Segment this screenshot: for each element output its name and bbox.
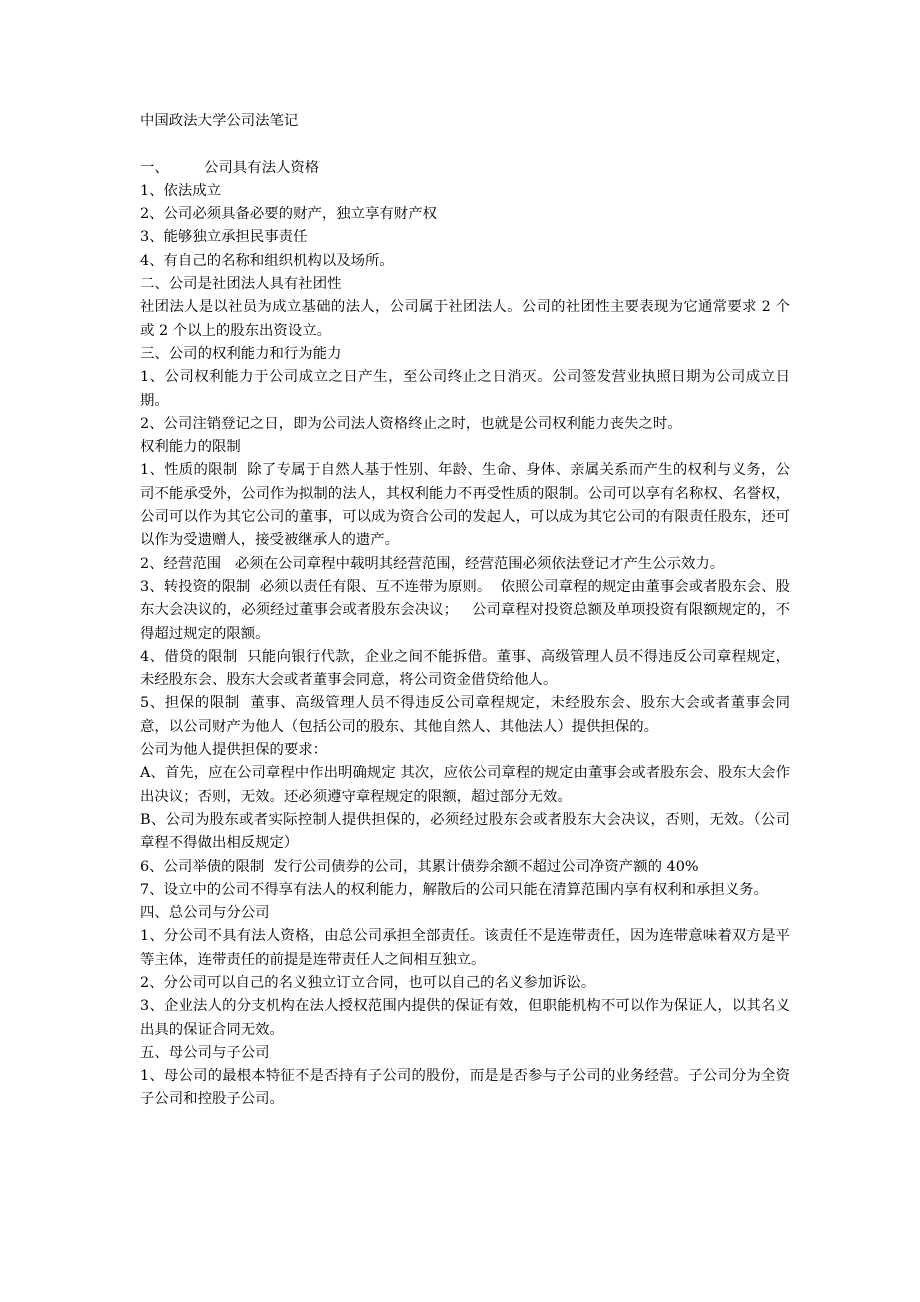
section-3-paragraph: 1、公司权利能力于公司成立之日产生，至公司终止之日消灭。公司签发营业执照日期为公司成立日期。 — [140, 369, 790, 409]
limit-paragraph: 3、转投资的限制 必须以责任有限、互不连带为原则。 依照公司章程的规定由董事会或者股东会、股东大会决议的，必须经过董事会或者股东会决议； 公司章程对投资总额及单项投资有限额规定的，不得超过规定的限额。 — [140, 578, 790, 642]
section-2-body: 社团法人是以社员为成立基础的法人，公司属于社团法人。公司的社团性主要表现为它通常要求 2 个或 2 个以上的股东出资设立。 — [140, 299, 790, 339]
section-5-paragraph: 1、母公司的最根本特征不是否持有子公司的股份，而是是否参与子公司的业务经营。子公司分为全资子公司和控股子公司。 — [140, 1068, 790, 1108]
section-1-item: 4、有自己的名称和组织机构以及场所。 — [140, 252, 394, 269]
guarantee-paragraph: A、首先，应在公司章程中作出明确规定 其次，应依公司章程的规定由董事会或者股东会、股东大会作出决议；否则，无效。还必须遵守章程规定的限额，超过部分无效。 — [140, 765, 790, 805]
section-1-item: 2、公司必须具备必要的财产，独立享有财产权 — [140, 206, 437, 223]
limit-paragraph: 5、担保的限制 董事、高级管理人员不得违反公司章程规定，未经股东会、股东大会或者董事会同意，以公司财产为他人（包括公司的股东、其他自然人、其他法人）提供担保的。 — [140, 695, 790, 735]
limit-paragraph: 2、经营范围 必须在公司章程中载明其经营范围，经营范围必须依法登记才产生公示效力。 — [140, 555, 725, 572]
limit-paragraph: 6、公司举债的限制 发行公司债券的公司，其累计债券余额不超过公司净资产额的 40% — [140, 858, 699, 875]
section-3-heading: 三、公司的权利能力和行为能力 — [140, 345, 342, 362]
section-2-heading: 二、公司是社团法人具有社团性 — [140, 276, 342, 293]
section-1-number: 一、 — [140, 159, 169, 176]
section-5-heading: 五、母公司与子公司 — [140, 1044, 270, 1061]
guarantee-paragraph: B、公司为股东或者实际控制人提供担保的，必须经过股东会或者股东大会决议，否则，无效。（公司章程不得做出相反规定） — [140, 811, 790, 852]
section-3-paragraph: 2、公司注销登记之日，即为公司法人资格终止之时，也就是公司权利能力丧失之时。 — [140, 415, 682, 432]
limit-paragraph: 1、性质的限制 除了专属于自然人基于性别、年龄、生命、身体、亲属关系而产生的权利与义务，公司不能承受外，公司作为拟制的法人，其权利能力不再受性质的限制。公司可以享有名称权、名誉权，公司可以作为其它公司的董事，可以成为资合公司的发起人，可以成为其它公司的有限责任股东，还可以作为受遗赠人，接受被继承人的遗产。 — [140, 462, 790, 549]
section-1-item: 1、依法成立 — [140, 182, 222, 199]
section-1-heading — [140, 157, 790, 180]
guarantee-heading: 公司为他人提供担保的要求： — [140, 742, 328, 759]
section-4-heading: 四、总公司与分公司 — [140, 905, 270, 922]
section-1-item: 3、能够独立承担民事责任 — [140, 229, 308, 246]
limit-paragraph: 7、设立中的公司不得享有法人的权利能力，解散后的公司只能在清算范围内享有权利和承担义务。 — [140, 881, 768, 898]
limits-heading: 权利能力的限制 — [140, 439, 241, 456]
section-1-heading-text: 公司具有法人资格 — [204, 159, 320, 176]
section-4-paragraph: 3、企业法人的分支机构在法人授权范围内提供的保证有效，但职能机构不可以作为保证人，以其名义出具的保证合同无效。 — [140, 998, 790, 1038]
section-4-paragraph: 1、分公司不具有法人资格，由总公司承担全部责任。该责任不是连带责任，因为连带意味着双方是平等主体，连带责任的前提是连带责任人之间相互独立。 — [140, 928, 790, 968]
limit-paragraph: 4、借贷的限制 只能向银行代款，企业之间不能拆借。董事、高级管理人员不得违反公司章程规定，未经股东会、股东大会或者董事会同意，将公司资金借贷给他人。 — [140, 648, 790, 689]
document-title: 中国政法大学公司法笔记 — [140, 113, 299, 129]
document-page — [140, 110, 790, 1112]
section-4-paragraph: 2、分公司可以自己的名义独立订立合同，也可以自己的名义参加诉讼。 — [140, 974, 596, 991]
